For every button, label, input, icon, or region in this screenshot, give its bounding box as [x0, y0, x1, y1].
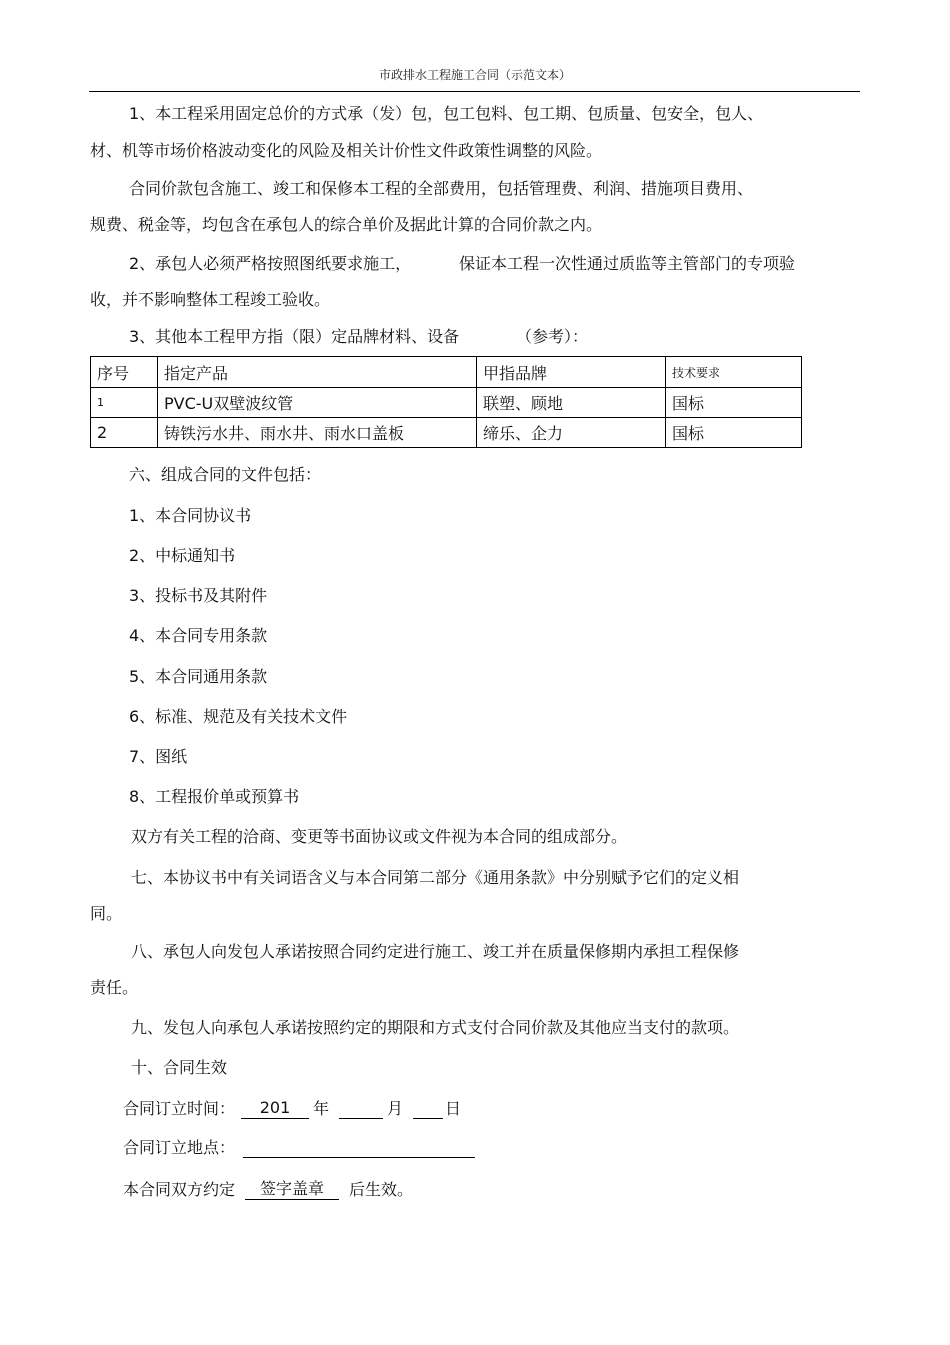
list-item: 5、本合同通用条款 — [129, 667, 268, 686]
effect-suffix: 后生效。 — [349, 1180, 414, 1199]
section-9-text: 九、发包人向承包人承诺按照约定的期限和方式支付合同价款及其他应当支付的款项。 — [131, 1018, 740, 1037]
section-6-note: 双方有关工程的洽商、变更等书面协议或文件视为本合同的组成部分。 — [131, 827, 628, 846]
cell-no: 2 — [91, 418, 158, 448]
list-item: 4、本合同专用条款 — [129, 626, 268, 645]
header-cell-brand: 甲指品牌 — [477, 357, 666, 388]
year-label: 年 — [313, 1099, 330, 1118]
day-field[interactable] — [413, 1098, 443, 1119]
list-item: 3、投标书及其附件 — [129, 586, 268, 605]
signing-place-field[interactable] — [243, 1137, 475, 1158]
clause-1-line-2: 材、机等市场价格波动变化的风险及相关计价性文件政策性调整的风险。 — [90, 141, 603, 160]
header-cell-tech: 技术要求 — [666, 357, 802, 388]
list-item: 2、中标通知书 — [129, 546, 236, 565]
cell-product: 铸铁污水井、雨水井、雨水口盖板 — [158, 418, 477, 448]
brand-table — [90, 356, 802, 448]
effect-prefix: 本合同双方约定 — [123, 1180, 236, 1199]
effect-field[interactable]: 签字盖章 — [245, 1179, 339, 1200]
cell-brand: 联塑、顾地 — [477, 388, 666, 418]
signing-place-label: 合同订立地点： — [123, 1138, 236, 1157]
section-8-line-1: 八、承包人向发包人承诺按照合同约定进行施工、竣工并在质量保修期内承担工程保修 — [131, 942, 740, 961]
section-7-line-1: 七、本协议书中有关词语含义与本合同第二部分《通用条款》中分别赋予它们的定义相 — [131, 868, 740, 887]
table-row — [91, 388, 802, 418]
list-item: 6、标准、规范及有关技术文件 — [129, 707, 348, 726]
clause-2-line-2: 收，并不影响整体工程竣工验收。 — [90, 290, 331, 309]
month-label: 月 — [387, 1099, 404, 1118]
signing-time-label: 合同订立时间： — [123, 1099, 236, 1118]
cell-no: 1 — [91, 388, 158, 418]
section-7-line-2: 同。 — [90, 904, 123, 923]
table-row — [91, 418, 802, 448]
section-6-title: 六、组成合同的文件包括： — [129, 465, 322, 484]
table-header-row — [91, 357, 802, 388]
list-item: 7、图纸 — [129, 747, 188, 766]
clause-2-line-1a: 2、承包人必须严格按照图纸要求施工， — [129, 254, 412, 273]
cell-tech: 国标 — [666, 418, 802, 448]
list-item: 8、工程报价单或预算书 — [129, 787, 300, 806]
clause-3-title: 3、其他本工程甲方指（限）定品牌材料、设备 — [129, 327, 460, 346]
header-rule — [89, 91, 860, 92]
header-cell-no: 序号 — [91, 357, 158, 388]
signing-time-row — [123, 1098, 461, 1119]
cell-tech: 国标 — [666, 388, 802, 418]
clause-2-line-1b: 保证本工程一次性通过质监等主管部门的专项验 — [459, 254, 796, 273]
month-field[interactable] — [339, 1098, 383, 1119]
price-clause-line-1: 合同价款包含施工、竣工和保修本工程的全部费用，包括管理费、利润、措施项目费用、 — [129, 179, 754, 198]
effect-row — [123, 1179, 413, 1200]
header-cell-product: 指定产品 — [158, 357, 477, 388]
day-label: 日 — [445, 1099, 462, 1118]
signing-place-row — [123, 1137, 475, 1158]
clause-1-line-1: 1、本工程采用固定总价的方式承（发）包，包工包料、包工期、包质量、包安全，包人、 — [129, 104, 764, 123]
clause-3-reference: （参考）： — [516, 327, 589, 346]
year-field[interactable]: 201 — [241, 1098, 309, 1119]
section-10-title: 十、合同生效 — [131, 1058, 228, 1077]
cell-brand: 缔乐、企力 — [477, 418, 666, 448]
cell-product: PVC-U双壁波纹管 — [158, 388, 477, 418]
list-item: 1、本合同协议书 — [129, 506, 252, 525]
section-8-line-2: 责任。 — [90, 978, 139, 997]
price-clause-line-2: 规费、税金等，均包含在承包人的综合单价及据此计算的合同价款之内。 — [90, 215, 603, 234]
page-header-title: 市政排水工程施工合同（示范文本） — [378, 68, 571, 82]
